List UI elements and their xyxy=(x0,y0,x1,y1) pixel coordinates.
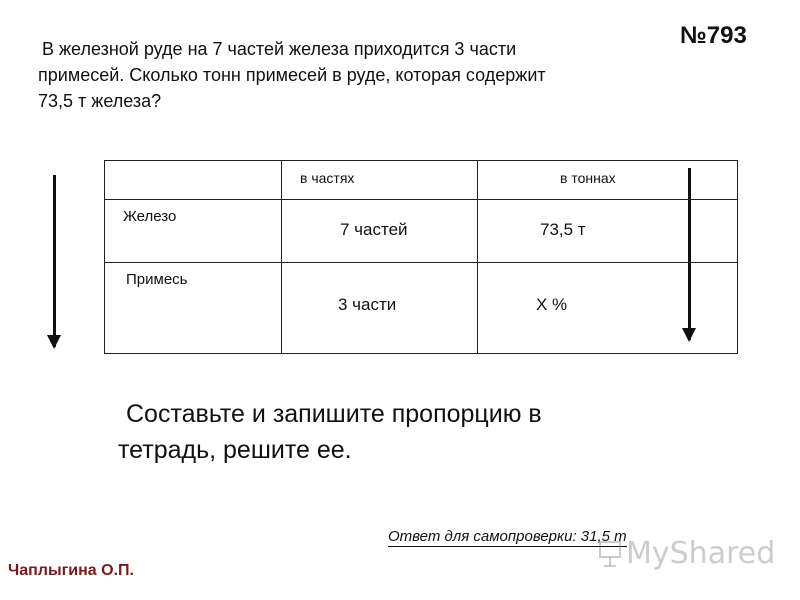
arrow-down-icon xyxy=(53,175,56,347)
self-check-answer: Ответ для самопроверки: 31,5 т xyxy=(388,528,627,545)
iron-tons: 73,5 т xyxy=(478,200,738,263)
task-line: тетрадь, решите ее. xyxy=(118,436,352,464)
row-label-iron: Железо xyxy=(105,200,282,263)
problem-number: №793 xyxy=(680,22,747,49)
problem-line: 73,5 т железа? xyxy=(38,91,162,111)
problem-statement xyxy=(38,36,638,114)
table-row xyxy=(105,263,738,354)
task-line: Составьте и запишите пропорцию в xyxy=(126,400,542,428)
ratio-table xyxy=(104,160,738,354)
row-label-impurity: Примесь xyxy=(105,263,282,354)
author-name: Чаплыгина О.П. xyxy=(8,562,134,579)
impurity-parts: 3 части xyxy=(282,263,478,354)
table-header-parts: в частях xyxy=(282,161,478,200)
table-header-cell xyxy=(105,161,282,200)
table-header-row xyxy=(105,161,738,200)
task-instruction xyxy=(118,396,638,468)
problem-line: примесей. Сколько тонн примесей в руде, которая содержит xyxy=(38,65,546,85)
table-row xyxy=(105,200,738,263)
iron-parts: 7 частей xyxy=(282,200,478,263)
watermark-text: MyShared xyxy=(626,536,776,571)
watermark xyxy=(598,536,775,571)
table-header-tons: в тоннах xyxy=(478,161,738,200)
presentation-icon xyxy=(598,539,622,569)
impurity-tons: Х % xyxy=(478,263,738,354)
problem-line: В железной руде на 7 частей железа приходится 3 части xyxy=(42,39,517,59)
